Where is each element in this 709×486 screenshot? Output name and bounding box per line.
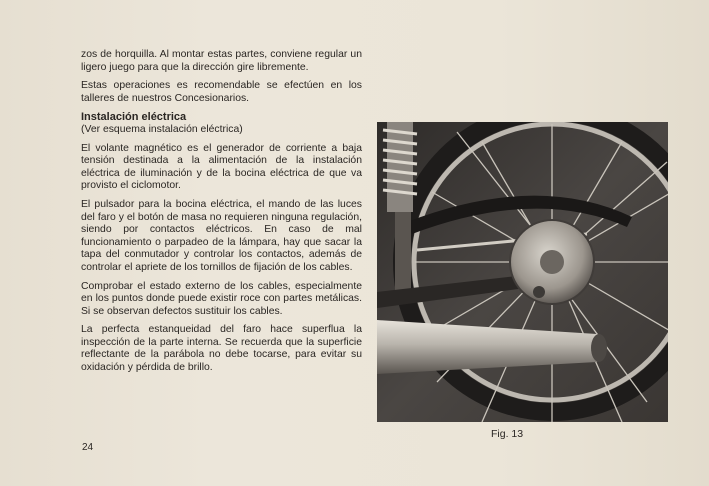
- paragraph-3: El volante magnético es el generador de corriente a baja tensión destinada a la alimentación de la instalación eléctrica de iluminación y de la bocina eléctrica de que va provisto el ciclomotor.: [81, 142, 362, 192]
- section-subheading: (Ver esquema instalación eléctrica): [81, 123, 243, 135]
- figure-caption: Fig. 13: [491, 428, 524, 440]
- rear-wheel-illustration: [377, 122, 668, 422]
- paragraph-6: La perfecta estanqueidad del faro hace superflua la inspección de la parte interna. Se recuerda que la superficie reflectante de la parábola no debe tocarse, para evitar su oxidación y pérdida de brillo.: [81, 324, 362, 374]
- paragraph-2: Estas operaciones es recomendable se efectúen en los talleres de nuestros Concesionarios.: [81, 80, 362, 104]
- paragraph-4: El pulsador para la bocina eléctrica, el mando de las luces del faro y el botón de masa no requieren ninguna regulación, siendo por contactos eléctricos. En caso de mal funcionamiento o parpadeo de la lámpara, hay que sacar la tapa del conmutador y controlar los contactos, además de controlar el apriete de los tornillos de fijación de los cables.: [81, 198, 362, 273]
- page-number: 24: [82, 442, 94, 453]
- section-heading: Instalación eléctrica: [81, 111, 187, 124]
- paragraph-5: Comprobar el estado externo de los cables, especialmente en los puntos donde puede existir roce con partes metálicas. Si se observan defectos sustituir los cables.: [81, 280, 362, 317]
- figure-photo-rear-wheel: [377, 122, 668, 422]
- text-column: [81, 49, 362, 381]
- paragraph-1: zos de horquilla. Al montar estas partes, conviene regular un ligero juego para que la dirección gire libremente.: [81, 49, 362, 73]
